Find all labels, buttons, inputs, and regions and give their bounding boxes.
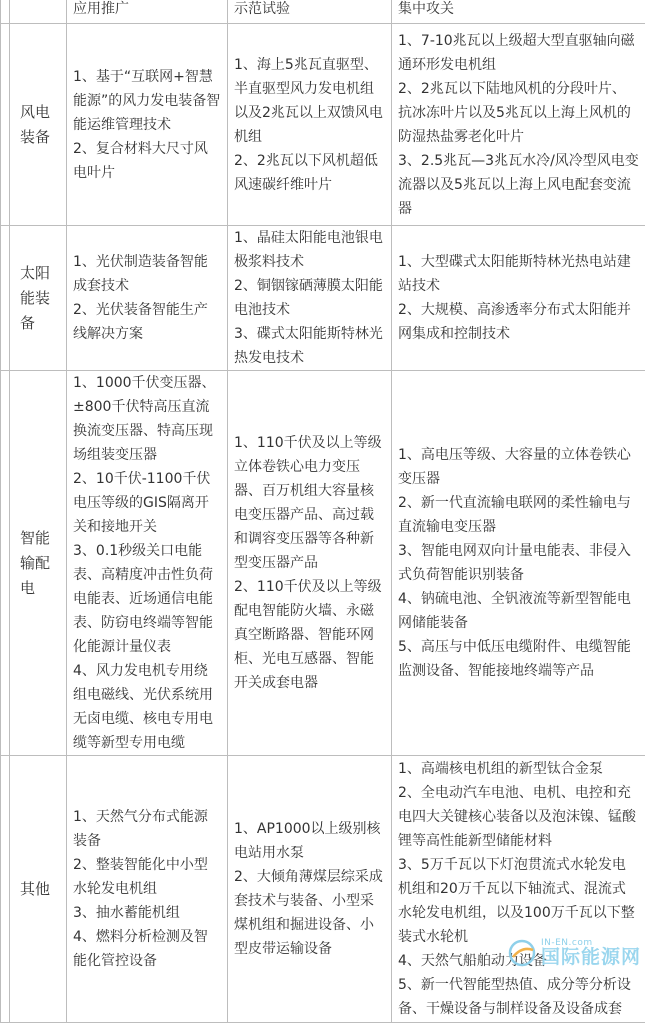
globe-icon-circle [510,941,534,965]
tackle-cell: 1、7-10兆瓦以上级超大型直驱轴向磁通环形发电机组 2、2兆瓦以下陆地风机的分段叶片、抗冰冻叶片以及5兆瓦以上海上风机的防湿热盐雾老化叶片 3、2.5兆瓦—3兆瓦水冷/风冷型风电变流器以及5兆瓦以上海上风电配套变流器 [392,24,645,226]
promote-cell: 1、基于“互联网+智慧能源”的风力发电装备智能运维管理技术 2、复合材料大尺寸风电叶片 [67,24,228,226]
header-cell-empty [1,0,10,24]
demo-cell: 1、海上5兆瓦直驱型、半直驱型风力发电机组以及2兆瓦以上双馈风电机组 2、2兆瓦以下风机超低风速碳纤维叶片 [228,24,392,226]
margin-cell [1,756,10,1023]
category-cell: 风电 装备 [10,24,67,226]
globe-icon [507,938,537,968]
watermark-en: IN-EN.com [541,939,641,948]
table-row-other [1,756,645,1023]
globe-icon-swoosh [513,949,533,957]
tackle-cell: 1、高电压等级、大容量的立体卷铁心变压器 2、新一代直流输电联网的柔性输电与直流输电变压器 3、智能电网双向计量电能表、非侵入式负荷智能识别装备 4、钠硫电池、全钒液流等新型智能电网储能装备 5、高压与中低压电缆附件、电缆智能监测设备、智能接地终端等产品 [392,371,645,756]
table-row-solar [1,226,645,371]
header-cell-category [10,0,67,24]
category-cell: 其他 [10,756,67,1023]
demo-cell: 1、110千伏及以上等级立体卷铁心电力变压器、百万机组大容量核电变压器产品、高过载和调容变压器等各种新型变压器产品 2、110千伏及以上等级配电智能防火墙、永磁真空断路器、智能环网柜、光电互感器、智能开关成套电器 [228,371,392,756]
table-row-smart-grid [1,371,645,756]
margin-cell [1,24,10,226]
category-cell: 太阳 能装 备 [10,226,67,371]
tackle-cell: 1、高端核电机组的新型钛合金泵 2、全电动汽车电池、电机、电控和充电四大关键核心装备以及泡沫镍、锰酸锂等高性能新型储能材料 3、5万千瓦以下灯泡贯流式水轮发电机组和20万千瓦以下轴流式、混流式水轮发电机组，以及100万千瓦以下整装式水轮机 4、天然气船舶动力设备 5、新一代智能型热值、成分等分析设备、干燥设备与制样设备及设备成套 [392,756,645,1023]
promote-cell: 1、1000千伏变压器、±800千伏特高压直流换流变压器、特高压现场组装变压器 2、10千伏-1100千伏电压等级的GIS隔离开关和接地开关 3、0.1秒级关口电能表、高精度冲击性负荷电能表、近场通信电能表、防窃电终端等智能化能源计量仪表 4、风力发电机专用绕组电磁线、光伏系统用无卤电缆、核电专用电缆等新型专用电缆 [67,371,228,756]
header-tackle: 集中攻关 [392,0,645,24]
watermark [507,938,641,968]
watermark-cn: 国际能源网 [541,948,641,967]
promote-cell: 1、天然气分布式能源装备 2、整装智能化中小型水轮发电机组 3、抽水蓄能机组 4、燃料分析检测及智能化管控设备 [67,756,228,1023]
category-cell: 智能 输配 电 [10,371,67,756]
margin-cell [1,371,10,756]
promote-cell: 1、光伏制造装备智能成套技术 2、光伏装备智能生产线解决方案 [67,226,228,371]
demo-cell: 1、晶硅太阳能电池银电极浆料技术 2、铜铟镓硒薄膜太阳能电池技术 3、碟式太阳能斯特林光热发电技术 [228,226,392,371]
table-header-row [1,0,645,24]
watermark-text [541,939,641,967]
tackle-cell: 1、大型碟式太阳能斯特林光热电站建站技术 2、大规模、高渗透率分布式太阳能并网集成和控制技术 [392,226,645,371]
table-row-wind [1,24,645,226]
header-demo: 示范试验 [228,0,392,24]
header-promote: 应用推广 [67,0,228,24]
demo-cell: 1、AP1000以上级别核电站用水泵 2、大倾角薄煤层综采成套技术与装备、小型采煤机组和掘进设备、小型皮带运输设备 [228,756,392,1023]
margin-cell [1,226,10,371]
